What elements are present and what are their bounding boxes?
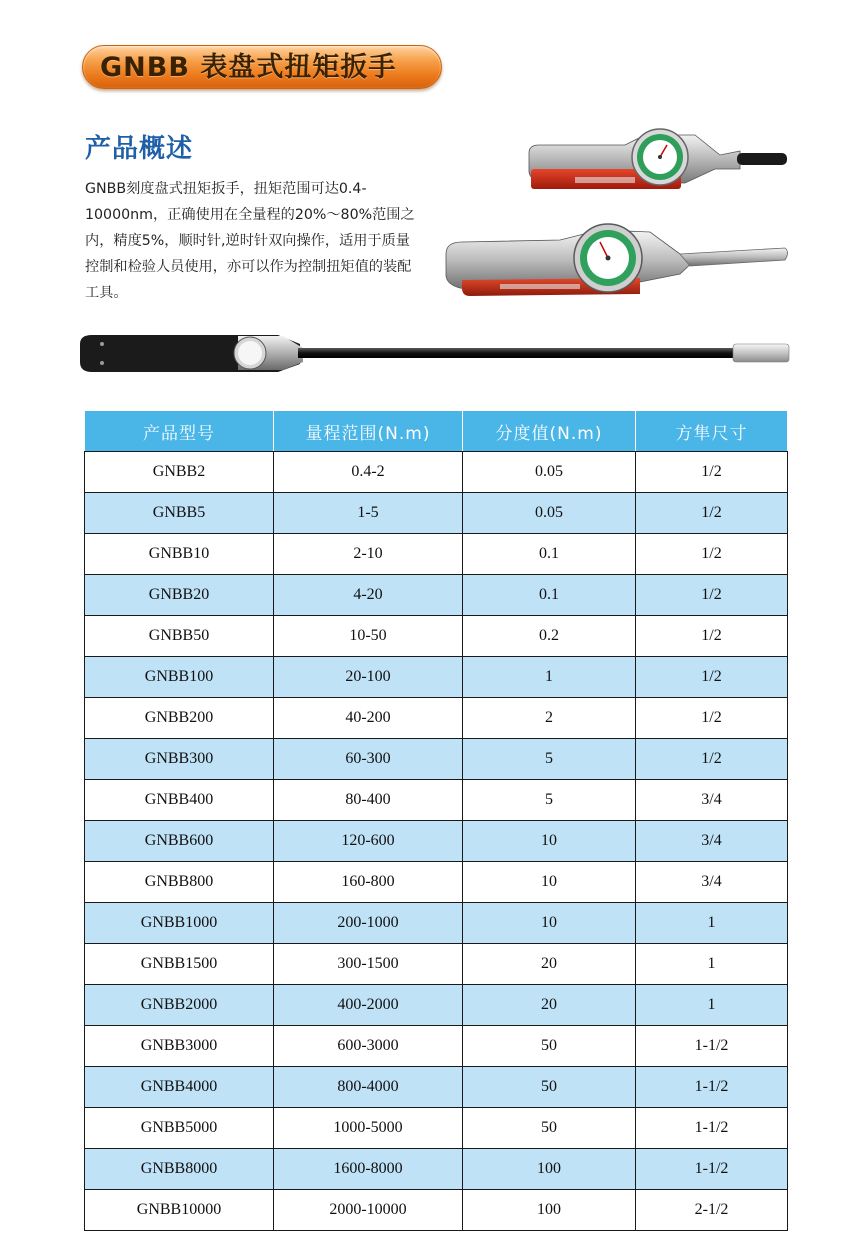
cell-drive: 1/2	[636, 575, 788, 616]
header-range: 量程范围(N.m)	[274, 411, 463, 452]
cell-drive: 1-1/2	[636, 1026, 788, 1067]
wrench-image-long	[78, 330, 793, 380]
cell-drive: 1	[636, 944, 788, 985]
cell-division: 10	[463, 821, 636, 862]
cell-drive: 1-1/2	[636, 1067, 788, 1108]
cell-range: 1-5	[274, 493, 463, 534]
cell-division: 1	[463, 657, 636, 698]
cell-drive: 2-1/2	[636, 1190, 788, 1231]
table-header-row	[85, 411, 788, 452]
cell-model: GNBB1000	[85, 903, 274, 944]
cell-range: 1000-5000	[274, 1108, 463, 1149]
cell-division: 100	[463, 1149, 636, 1190]
cell-model: GNBB10000	[85, 1190, 274, 1231]
cell-range: 400-2000	[274, 985, 463, 1026]
cell-drive: 1/2	[636, 616, 788, 657]
cell-model: GNBB2000	[85, 985, 274, 1026]
cell-division: 2	[463, 698, 636, 739]
cell-range: 4-20	[274, 575, 463, 616]
cell-model: GNBB2	[85, 452, 274, 493]
table-row	[85, 1149, 788, 1190]
table-row	[85, 657, 788, 698]
table-row	[85, 944, 788, 985]
cell-range: 200-1000	[274, 903, 463, 944]
cell-model: GNBB100	[85, 657, 274, 698]
header-division: 分度值(N.m)	[463, 411, 636, 452]
cell-drive: 3/4	[636, 780, 788, 821]
table-row	[85, 1067, 788, 1108]
table-row	[85, 534, 788, 575]
cell-division: 0.05	[463, 493, 636, 534]
table-row	[85, 903, 788, 944]
cell-range: 600-3000	[274, 1026, 463, 1067]
cell-division: 0.2	[463, 616, 636, 657]
table-row	[85, 862, 788, 903]
spec-table	[84, 410, 788, 1231]
cell-model: GNBB50	[85, 616, 274, 657]
cell-model: GNBB10	[85, 534, 274, 575]
table-row	[85, 1108, 788, 1149]
cell-drive: 3/4	[636, 862, 788, 903]
cell-range: 10-50	[274, 616, 463, 657]
table-row	[85, 575, 788, 616]
table-row	[85, 616, 788, 657]
cell-range: 20-100	[274, 657, 463, 698]
cell-model: GNBB5	[85, 493, 274, 534]
cell-model: GNBB3000	[85, 1026, 274, 1067]
cell-division: 10	[463, 903, 636, 944]
cell-division: 0.1	[463, 534, 636, 575]
cell-range: 60-300	[274, 739, 463, 780]
cell-range: 160-800	[274, 862, 463, 903]
cell-range: 40-200	[274, 698, 463, 739]
cell-division: 5	[463, 739, 636, 780]
cell-division: 50	[463, 1108, 636, 1149]
cell-division: 20	[463, 944, 636, 985]
cell-range: 0.4-2	[274, 452, 463, 493]
cell-division: 50	[463, 1067, 636, 1108]
cell-drive: 1/2	[636, 452, 788, 493]
cell-model: GNBB1500	[85, 944, 274, 985]
table-row	[85, 452, 788, 493]
cell-model: GNBB4000	[85, 1067, 274, 1108]
cell-range: 300-1500	[274, 944, 463, 985]
cell-model: GNBB400	[85, 780, 274, 821]
table-row	[85, 985, 788, 1026]
table-row	[85, 739, 788, 780]
table-row	[85, 493, 788, 534]
cell-drive: 1/2	[636, 493, 788, 534]
cell-division: 0.1	[463, 575, 636, 616]
cell-range: 120-600	[274, 821, 463, 862]
cell-drive: 1/2	[636, 739, 788, 780]
cell-drive: 1/2	[636, 534, 788, 575]
table-row	[85, 780, 788, 821]
cell-model: GNBB200	[85, 698, 274, 739]
cell-drive: 1/2	[636, 657, 788, 698]
header-square-drive: 方隼尺寸	[636, 411, 788, 452]
cell-range: 800-4000	[274, 1067, 463, 1108]
cell-division: 0.05	[463, 452, 636, 493]
cell-range: 80-400	[274, 780, 463, 821]
header-model: 产品型号	[85, 411, 274, 452]
cell-drive: 1/2	[636, 698, 788, 739]
cell-range: 1600-8000	[274, 1149, 463, 1190]
cell-range: 2000-10000	[274, 1190, 463, 1231]
cell-model: GNBB5000	[85, 1108, 274, 1149]
page-title: GNBB 表盘式扭矩扳手	[100, 52, 397, 83]
cell-drive: 1-1/2	[636, 1108, 788, 1149]
table-row	[85, 698, 788, 739]
cell-model: GNBB800	[85, 862, 274, 903]
table-row	[85, 1026, 788, 1067]
cell-division: 10	[463, 862, 636, 903]
cell-division: 50	[463, 1026, 636, 1067]
overview-heading: 产品概述	[85, 134, 194, 164]
wrench-image-small	[525, 125, 790, 205]
cell-drive: 3/4	[636, 821, 788, 862]
cell-division: 100	[463, 1190, 636, 1231]
cell-model: GNBB300	[85, 739, 274, 780]
cell-model: GNBB20	[85, 575, 274, 616]
cell-drive: 1	[636, 985, 788, 1026]
cell-model: GNBB600	[85, 821, 274, 862]
cell-range: 2-10	[274, 534, 463, 575]
overview-text: GNBB刻度盘式扭矩扳手，扭矩范围可达0.4-10000nm，正确使用在全量程的20%～80%范围之内，精度5%，顺时针,逆时针双向操作，适用于质量控制和检验人员使用，亦可以作为控制扭矩值的装配工具。	[85, 181, 415, 301]
table-row	[85, 821, 788, 862]
cell-division: 20	[463, 985, 636, 1026]
cell-drive: 1-1/2	[636, 1149, 788, 1190]
cell-division: 5	[463, 780, 636, 821]
cell-model: GNBB8000	[85, 1149, 274, 1190]
wrench-image-medium	[440, 218, 790, 303]
table-row	[85, 1190, 788, 1231]
cell-drive: 1	[636, 903, 788, 944]
